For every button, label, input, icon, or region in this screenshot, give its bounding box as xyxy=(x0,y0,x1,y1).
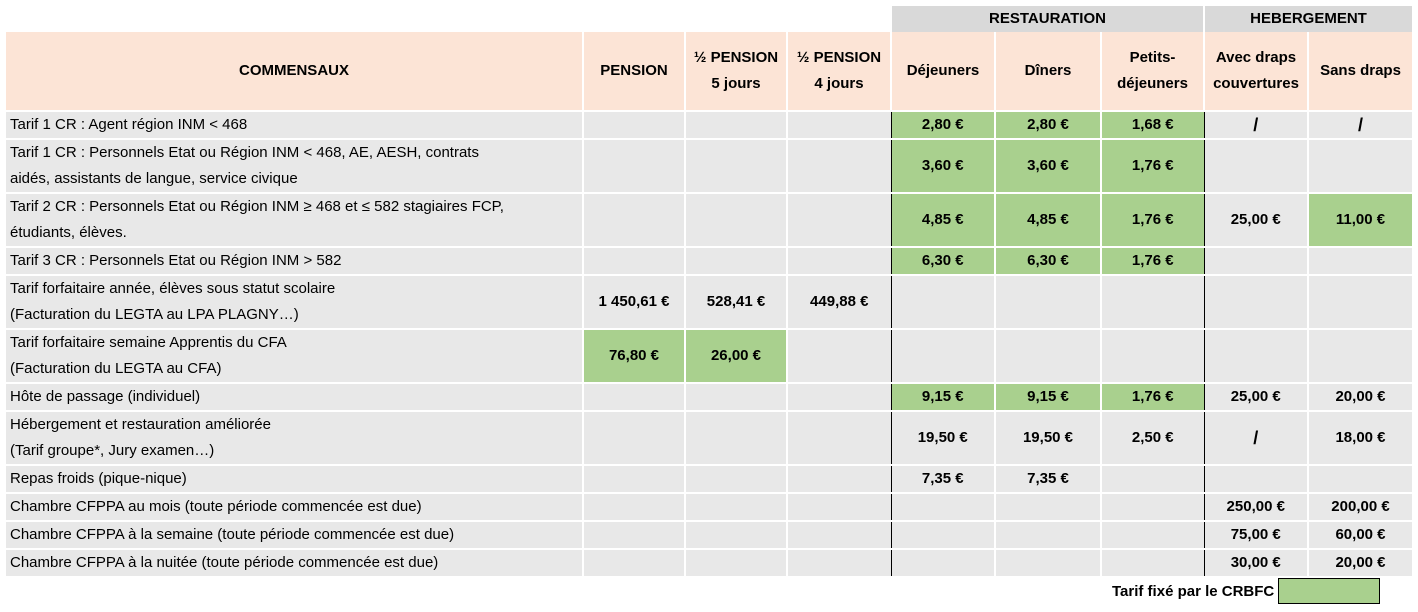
cell-avec: 75,00 € xyxy=(1204,521,1308,549)
cell-din xyxy=(995,329,1101,383)
cell-avec: 30,00 € xyxy=(1204,549,1308,576)
row-label: Tarif forfaitaire année, élèves sous statut scolaire (Facturation du LEGTA au LPA PLAGNY…) xyxy=(6,275,583,329)
cell-demi4 xyxy=(787,247,891,275)
table-row xyxy=(6,493,1412,521)
table-row xyxy=(6,521,1412,549)
table-row xyxy=(6,329,1412,383)
cell-din: 4,85 € xyxy=(995,193,1101,247)
cell-dej xyxy=(891,549,995,576)
cell-din xyxy=(995,549,1101,576)
row-label: Tarif 1 CR : Personnels Etat ou Région INM < 468, AE, AESH, contrats aidés, assistants de langue, service civique xyxy=(6,139,583,193)
legend-label: Tarif fixé par le CRBFC xyxy=(1112,582,1275,600)
table-row xyxy=(6,549,1412,576)
cell-pet xyxy=(1101,465,1204,493)
cell-demi5 xyxy=(685,493,787,521)
cell-avec: 25,00 € xyxy=(1204,193,1308,247)
cell-demi5: 528,41 € xyxy=(685,275,787,329)
cell-pet xyxy=(1101,493,1204,521)
cell-dej: 3,60 € xyxy=(891,139,995,193)
cell-pet: 2,50 € xyxy=(1101,411,1204,465)
cell-dej xyxy=(891,493,995,521)
cell-sans: 200,00 € xyxy=(1308,493,1412,521)
cell-sans: 11,00 € xyxy=(1308,193,1412,247)
cell-dej: 2,80 € xyxy=(891,111,995,139)
table-row xyxy=(6,111,1412,139)
group-hebergement: HEBERGEMENT xyxy=(1204,6,1412,32)
table-row xyxy=(6,275,1412,329)
cell-pet: 1,76 € xyxy=(1101,139,1204,193)
cell-pet: 1,76 € xyxy=(1101,247,1204,275)
row-label: Hébergement et restauration améliorée (Tarif groupe*, Jury examen…) xyxy=(6,411,583,465)
cell-pet xyxy=(1101,329,1204,383)
cell-avec xyxy=(1204,247,1308,275)
header-sans-draps: Sans draps xyxy=(1308,32,1412,111)
table-body xyxy=(6,111,1412,576)
group-blank xyxy=(6,6,891,32)
cell-demi4 xyxy=(787,465,891,493)
cell-sans xyxy=(1308,275,1412,329)
cell-sans xyxy=(1308,465,1412,493)
cell-demi4 xyxy=(787,139,891,193)
cell-sans: 18,00 € xyxy=(1308,411,1412,465)
cell-dej: 6,30 € xyxy=(891,247,995,275)
cell-sans xyxy=(1308,139,1412,193)
cell-avec xyxy=(1204,139,1308,193)
cell-pet xyxy=(1101,521,1204,549)
cell-sans: 60,00 € xyxy=(1308,521,1412,549)
table-row xyxy=(6,193,1412,247)
row-label: Tarif 3 CR : Personnels Etat ou Région INM > 582 xyxy=(6,247,583,275)
cell-pension xyxy=(583,193,685,247)
row-label: Chambre CFPPA à la nuitée (toute période commencée est due) xyxy=(6,549,583,576)
cell-dej: 9,15 € xyxy=(891,383,995,411)
cell-pension xyxy=(583,549,685,576)
cell-pet xyxy=(1101,275,1204,329)
cell-pet: 1,68 € xyxy=(1101,111,1204,139)
header-demi-pension-4: ½ PENSION 4 jours xyxy=(787,32,891,111)
cell-pension xyxy=(583,383,685,411)
row-label: Chambre CFPPA au mois (toute période commencée est due) xyxy=(6,493,583,521)
cell-din xyxy=(995,493,1101,521)
legend-swatch xyxy=(1278,578,1380,604)
row-label: Tarif 1 CR : Agent région INM < 468 xyxy=(6,111,583,139)
cell-demi5 xyxy=(685,465,787,493)
cell-demi4 xyxy=(787,383,891,411)
cell-dej: 19,50 € xyxy=(891,411,995,465)
table-row xyxy=(6,465,1412,493)
cell-din xyxy=(995,275,1101,329)
cell-demi5 xyxy=(685,411,787,465)
cell-din: 6,30 € xyxy=(995,247,1101,275)
header-pension: PENSION xyxy=(583,32,685,111)
cell-din: 2,80 € xyxy=(995,111,1101,139)
cell-pension xyxy=(583,465,685,493)
cell-sans: 20,00 € xyxy=(1308,383,1412,411)
cell-pet xyxy=(1101,549,1204,576)
cell-pension xyxy=(583,139,685,193)
cell-demi4 xyxy=(787,493,891,521)
cell-dej xyxy=(891,329,995,383)
cell-pet: 1,76 € xyxy=(1101,193,1204,247)
cell-pension: 76,80 € xyxy=(583,329,685,383)
cell-pension xyxy=(583,111,685,139)
cell-avec xyxy=(1204,465,1308,493)
table-row xyxy=(6,139,1412,193)
cell-sans: 20,00 € xyxy=(1308,549,1412,576)
cell-demi5 xyxy=(685,111,787,139)
table-row xyxy=(6,383,1412,411)
group-restauration: RESTAURATION xyxy=(891,6,1204,32)
cell-demi4 xyxy=(787,549,891,576)
header-demi-pension-5: ½ PENSION 5 jours xyxy=(685,32,787,111)
cell-din xyxy=(995,521,1101,549)
cell-avec xyxy=(1204,275,1308,329)
cell-dej xyxy=(891,521,995,549)
cell-pension xyxy=(583,411,685,465)
cell-avec: / xyxy=(1204,411,1308,465)
header-dejeuners: Déjeuners xyxy=(891,32,995,111)
cell-avec: 250,00 € xyxy=(1204,493,1308,521)
row-label: Hôte de passage (individuel) xyxy=(6,383,583,411)
cell-demi5 xyxy=(685,549,787,576)
cell-demi5 xyxy=(685,521,787,549)
cell-dej xyxy=(891,275,995,329)
header-diners: Dîners xyxy=(995,32,1101,111)
header-avec-draps: Avec draps couvertures xyxy=(1204,32,1308,111)
cell-din: 19,50 € xyxy=(995,411,1101,465)
row-label: Tarif 2 CR : Personnels Etat ou Région INM ≥ 468 et ≤ 582 stagiaires FCP, étudiants, élèves. xyxy=(6,193,583,247)
row-label: Chambre CFPPA à la semaine (toute période commencée est due) xyxy=(6,521,583,549)
cell-demi4 xyxy=(787,411,891,465)
cell-demi4 xyxy=(787,329,891,383)
cell-demi5 xyxy=(685,247,787,275)
cell-demi5 xyxy=(685,383,787,411)
group-header-row xyxy=(6,6,1412,32)
header-commensaux: COMMENSAUX xyxy=(6,32,583,111)
cell-din: 3,60 € xyxy=(995,139,1101,193)
cell-demi5: 26,00 € xyxy=(685,329,787,383)
column-header-row xyxy=(6,32,1412,111)
cell-dej: 4,85 € xyxy=(891,193,995,247)
cell-demi4: 449,88 € xyxy=(787,275,891,329)
cell-pension xyxy=(583,247,685,275)
legend xyxy=(1112,578,1380,604)
tariff-table xyxy=(6,6,1412,576)
cell-sans: / xyxy=(1308,111,1412,139)
row-label: Tarif forfaitaire semaine Apprentis du CFA (Facturation du LEGTA au CFA) xyxy=(6,329,583,383)
cell-sans xyxy=(1308,247,1412,275)
cell-pension xyxy=(583,493,685,521)
cell-din: 7,35 € xyxy=(995,465,1101,493)
cell-demi4 xyxy=(787,193,891,247)
cell-pension: 1 450,61 € xyxy=(583,275,685,329)
cell-demi5 xyxy=(685,193,787,247)
table-row xyxy=(6,411,1412,465)
cell-demi4 xyxy=(787,111,891,139)
cell-pet: 1,76 € xyxy=(1101,383,1204,411)
cell-pension xyxy=(583,521,685,549)
header-petits-dejeuners: Petits- déjeuners xyxy=(1101,32,1204,111)
cell-dej: 7,35 € xyxy=(891,465,995,493)
table-row xyxy=(6,247,1412,275)
cell-din: 9,15 € xyxy=(995,383,1101,411)
cell-demi4 xyxy=(787,521,891,549)
cell-sans xyxy=(1308,329,1412,383)
cell-avec: 25,00 € xyxy=(1204,383,1308,411)
cell-demi5 xyxy=(685,139,787,193)
row-label: Repas froids (pique-nique) xyxy=(6,465,583,493)
cell-avec xyxy=(1204,329,1308,383)
cell-avec: / xyxy=(1204,111,1308,139)
